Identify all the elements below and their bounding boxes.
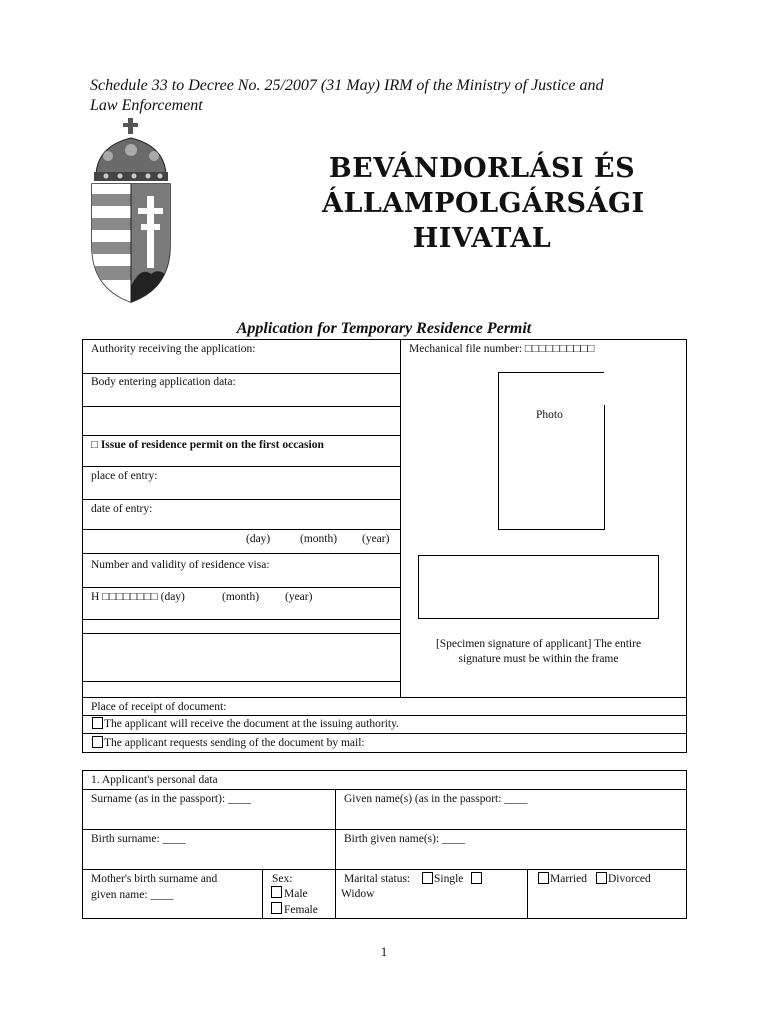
sex-label: Sex: — [272, 873, 293, 885]
marital-married-checkbox[interactable] — [538, 872, 549, 884]
visa-year-label: (year) — [285, 591, 313, 603]
authority-label: Authority receiving the application: — [91, 343, 256, 355]
marital-single-label: Single — [434, 873, 464, 885]
decree-reference-line1: Schedule 33 to Decree No. 25/2007 (31 May) IRM of the Ministry of Justice and — [90, 77, 604, 94]
agency-name-line3: HIVATAL — [412, 223, 552, 254]
first-issue-option[interactable]: □ Issue of residence permit on the first occasion — [91, 439, 324, 451]
signature-note-line1: [Specimen signature of applicant] The entire — [435, 638, 642, 650]
sex-female-label: Female — [284, 904, 318, 916]
sex-male-checkbox[interactable] — [271, 886, 282, 898]
receipt-place-label: Place of receipt of document: — [91, 701, 227, 713]
birth-given-name-field[interactable]: Birth given name(s): ____ — [344, 833, 466, 845]
given-name-field[interactable]: Given name(s) (as in the passport: ____ — [344, 793, 528, 805]
receive-at-authority-label: The applicant will receive the document at the issuing authority. — [104, 718, 399, 730]
send-by-mail-checkbox[interactable] — [92, 736, 103, 748]
signature-box[interactable] — [418, 555, 659, 619]
form-title: Application for Temporary Residence Permit — [236, 320, 532, 337]
photo-label: Photo — [536, 409, 563, 421]
birth-surname-field[interactable]: Birth surname: ____ — [91, 833, 186, 845]
sex-male-label: Male — [284, 888, 308, 900]
date-of-entry-label: date of entry: — [91, 503, 153, 515]
visa-month-label: (month) — [222, 591, 260, 603]
receive-at-authority-checkbox[interactable] — [92, 717, 103, 729]
marital-single-checkbox[interactable] — [422, 872, 433, 884]
place-of-entry-label: place of entry: — [91, 470, 158, 482]
mother-name-field[interactable]: given name: ____ — [91, 889, 174, 901]
personal-data-section-title: 1. Applicant's personal data — [91, 774, 218, 786]
marital-divorced-label: Divorced — [608, 873, 651, 885]
entry-day-label: (day) — [246, 533, 271, 545]
agency-name-line1: BEVÁNDORLÁSI ÉS — [328, 153, 636, 184]
sex-female-checkbox[interactable] — [271, 902, 282, 914]
agency-name-line2: ÁLLAMPOLGÁRSÁGI — [322, 188, 645, 219]
visa-label: Number and validity of residence visa: — [91, 559, 270, 571]
photo-box[interactable] — [498, 372, 604, 530]
mother-name-label-line1: Mother's birth surname and — [91, 873, 218, 885]
marital-widow-checkbox[interactable] — [471, 872, 482, 884]
marital-divorced-checkbox[interactable] — [596, 872, 607, 884]
marital-married-label: Married — [550, 873, 588, 885]
marital-status-label: Marital status: — [344, 873, 411, 885]
send-by-mail-label: The applicant requests sending of the document by mail: — [104, 737, 365, 749]
surname-field[interactable]: Surname (as in the passport): ____ — [91, 793, 252, 805]
marital-widow-label: Widow — [341, 888, 375, 900]
decree-reference-line2: Law Enforcement — [90, 97, 203, 114]
body-entering-label: Body entering application data: — [91, 376, 236, 388]
hungarian-coat-of-arms-icon — [86, 116, 178, 306]
page-number: 1 — [380, 944, 388, 959]
signature-note-line2: signature must be within the frame — [458, 653, 619, 665]
entry-month-label: (month) — [300, 533, 338, 545]
mechanical-file-number-label: Mechanical file number: □□□□□□□□□□ — [409, 343, 595, 355]
visa-number-day-label: H □□□□□□□□ (day) — [91, 591, 185, 603]
entry-year-label: (year) — [362, 533, 390, 545]
